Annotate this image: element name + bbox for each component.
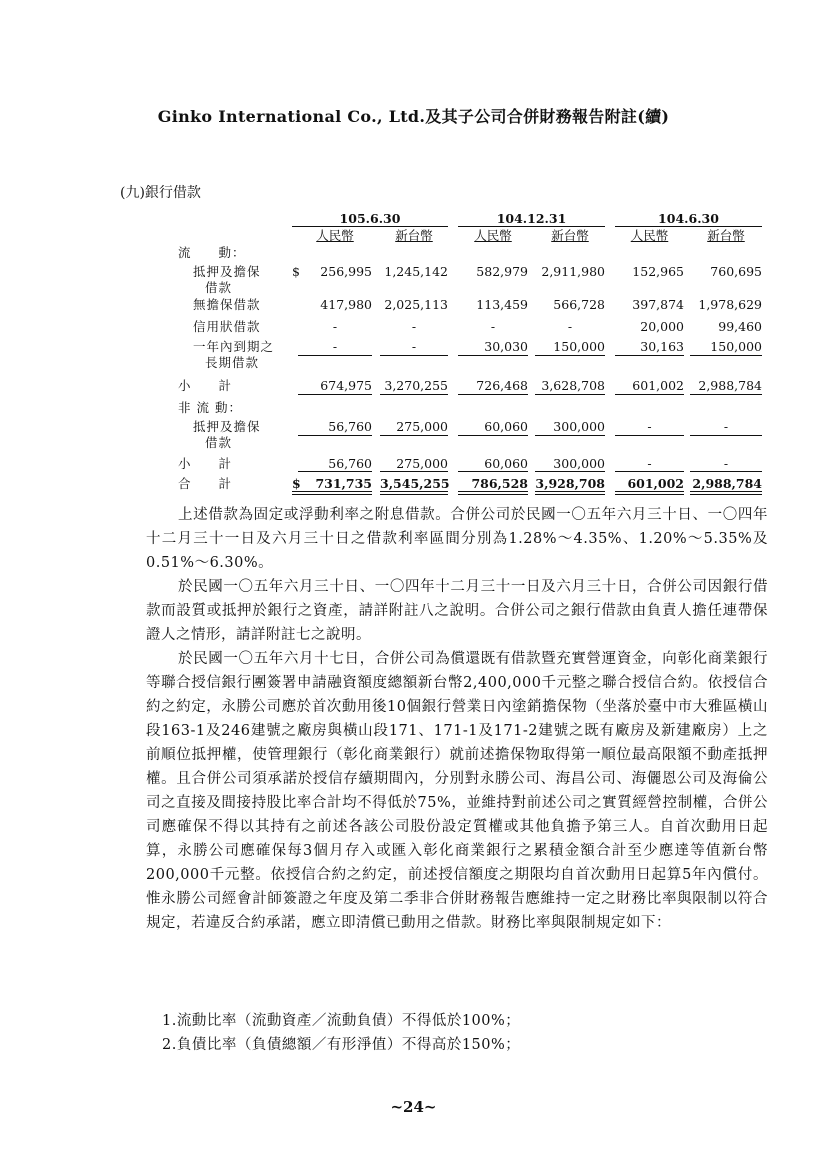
- row-label-continued: 借款: [205, 435, 233, 450]
- table-cell-value: 152,965: [632, 264, 684, 279]
- row-label: 一年內到期之: [193, 339, 275, 354]
- row-label-continued: 長期借款: [205, 355, 260, 370]
- table-cell-value: 150,000: [553, 339, 605, 354]
- table-cell-value: 256,995: [320, 264, 372, 279]
- row-underline: [690, 435, 762, 436]
- table-cell-value: 150,000: [710, 339, 762, 354]
- period-underline: [292, 226, 448, 227]
- row-underline: [458, 435, 528, 436]
- table-cell-value: 56,760: [328, 456, 372, 471]
- row-underline: [380, 471, 448, 472]
- period-header: 105.6.30: [339, 211, 401, 226]
- row-underline: [535, 355, 605, 356]
- table-cell-value: 20,000: [640, 319, 684, 334]
- table-cell-value: 2,911,980: [541, 264, 605, 279]
- table-cell-value: -: [332, 319, 338, 334]
- row-underline: [690, 394, 762, 395]
- currency-header: 人民幣: [630, 228, 669, 243]
- currency-symbol: $: [292, 476, 301, 491]
- currency-symbol: $: [292, 264, 300, 279]
- total-double-underline: [458, 491, 528, 495]
- section-title: (九)銀行借款: [120, 185, 201, 201]
- currency-header: 新台幣: [551, 228, 589, 243]
- group-label-noncurrent: 非 流 動：: [178, 400, 242, 415]
- period-underline: [615, 226, 762, 227]
- row-label: 合 計: [178, 476, 233, 491]
- table-cell-value: 99,460: [718, 319, 762, 334]
- row-label: 小 計: [178, 378, 233, 393]
- table-cell-value: 760,695: [710, 264, 762, 279]
- table-cell-value: 3,628,708: [541, 378, 605, 393]
- table-cell-value: -: [723, 419, 729, 434]
- table-cell-value: 2,988,784: [692, 476, 762, 491]
- total-double-underline: [615, 491, 684, 495]
- row-underline: [298, 435, 372, 436]
- row-underline: [458, 355, 528, 356]
- table-cell-value: 30,030: [484, 339, 528, 354]
- ratio-item-2: 2.負債比率（負債總額／有形淨值）不得高於150%；: [162, 1037, 521, 1053]
- row-underline: [380, 355, 448, 356]
- period-header: 104.12.31: [496, 211, 567, 226]
- table-cell-value: 1,978,629: [698, 297, 762, 312]
- total-double-underline: [690, 491, 762, 495]
- paragraph-pledged-assets: 於民國一〇五年六月三十日、一〇四年十二月三十一日及六月三十日，合併公司因銀行借款而設質或抵押於銀行之資產，請詳附註八之說明。合併公司之銀行借款由負責人擔任連帶保證人之情形，請詳附註七之說明。: [146, 579, 768, 643]
- table-cell-value: 726,468: [476, 378, 528, 393]
- table-cell-value: 417,980: [320, 297, 372, 312]
- row-label-continued: 借款: [205, 280, 233, 295]
- table-cell-value: 786,528: [471, 476, 528, 491]
- table-cell-value: 3,928,708: [535, 476, 605, 491]
- table-cell-value: 275,000: [396, 456, 448, 471]
- table-cell-value: -: [647, 456, 652, 471]
- table-cell-value: 601,002: [632, 378, 684, 393]
- row-label: 無擔保借款: [193, 297, 261, 312]
- row-underline: [298, 471, 372, 472]
- table-cell-value: 2,988,784: [698, 378, 762, 393]
- period-underline: [458, 226, 605, 227]
- row-underline: [535, 394, 605, 395]
- table-cell-value: 300,000: [553, 419, 605, 434]
- row-underline: [458, 471, 528, 472]
- row-underline: [380, 394, 448, 395]
- group-label-current: 流 動：: [178, 245, 246, 260]
- table-cell-value: 674,975: [320, 378, 372, 393]
- ratio-item-1: 1.流動比率（流動資產／流動負債）不得低於100%；: [162, 1013, 521, 1029]
- row-label: 抵押及擔保: [193, 264, 261, 279]
- row-underline: [535, 471, 605, 472]
- currency-header: 人民幣: [474, 228, 512, 243]
- row-underline: [615, 471, 684, 472]
- total-double-underline: [292, 491, 372, 495]
- table-cell-value: -: [490, 319, 496, 334]
- table-cell-value: 60,060: [484, 456, 528, 471]
- paragraph-interest-rates: 上述借款為固定或浮動利率之附息借款。合併公司於民國一〇五年六月三十日、一〇四年十二月三十一日及六月三十日之借款利率區間分別為1.28%～4.35%、1.20%～5.35%及0.51%～6.30%。: [146, 507, 768, 571]
- row-underline: [380, 435, 448, 436]
- row-underline: [535, 435, 605, 436]
- page-number: ~24~: [390, 1098, 437, 1116]
- table-cell-value: 731,735: [315, 476, 372, 491]
- table-cell-value: 582,979: [476, 264, 528, 279]
- table-cell-value: -: [723, 456, 729, 471]
- table-cell-value: -: [332, 339, 338, 354]
- table-cell-value: 397,874: [632, 297, 684, 312]
- currency-header: 新台幣: [395, 228, 433, 243]
- table-cell-value: 601,002: [627, 476, 684, 491]
- row-label: 信用狀借款: [193, 319, 261, 334]
- table-cell-value: 113,459: [476, 297, 528, 312]
- table-cell-value: 60,060: [484, 419, 528, 434]
- table-cell-value: -: [567, 319, 573, 334]
- row-underline: [690, 471, 762, 472]
- table-cell-value: 566,728: [553, 297, 605, 312]
- table-cell-value: -: [411, 319, 417, 334]
- row-underline: [615, 355, 684, 356]
- table-cell-value: 3,270,255: [384, 378, 448, 393]
- total-double-underline: [535, 491, 605, 495]
- row-underline: [298, 355, 372, 356]
- row-underline: [690, 355, 762, 356]
- table-cell-value: 275,000: [396, 419, 448, 434]
- period-header: 104.6.30: [658, 211, 719, 226]
- row-label: 抵押及擔保: [193, 419, 261, 434]
- row-label: 小 計: [178, 456, 233, 471]
- total-double-underline: [380, 491, 448, 495]
- table-cell-value: -: [411, 339, 417, 354]
- table-cell-value: 3,545,255: [380, 476, 450, 491]
- table-cell-value: 56,760: [328, 419, 372, 434]
- table-cell-value: 30,163: [640, 339, 684, 354]
- table-cell-value: -: [647, 419, 652, 434]
- table-cell-value: 1,245,142: [384, 264, 448, 279]
- currency-header: 新台幣: [707, 228, 745, 243]
- row-underline: [615, 435, 684, 436]
- table-cell-value: 300,000: [553, 456, 605, 471]
- currency-header: 人民幣: [316, 228, 354, 243]
- row-underline: [458, 394, 528, 395]
- table-cell-value: 2,025,113: [384, 297, 448, 312]
- row-underline: [298, 394, 372, 395]
- paragraph-syndicated-loan: 於民國一〇五年六月十七日，合併公司為償還既有借款暨充實營運資金，向彰化商業銀行等聯合授信銀行團簽署申請融資額度總額新台幣2,400,000千元整之聯合授信合約。依授信合約之約定，永勝公司應於首次動用後10個銀行營業日內塗銷擔保物（坐落於臺中市大雅區橫山段163-1及246建號之廠房與橫山段171、171-1及171-2建號之既有廠房及新建廠房）上之前順位抵押權，使管理銀行（彰化商業銀行）就前述擔保物取得第一順位最高限額不動產抵押權。且合併公司須承諾於授信存續期間內，分別對永勝公司、海昌公司、海儷恩公司及海倫公司之直接及間接持股比率合計均不得低於75%，並維持對前述公司之實質經營控制權，合併公司應確保不得以其持有之前述各該公司股份設定質權或其他負擔予第三人。自首次動用日起算，永勝公司應確保每3個月存入或匯入彰化商業銀行之累積金額合計至少應達等值新台幣200,000千元整。依授信合約之約定，前述授信額度之期限均自首次動用日起算5年內償付。惟永勝公司經會計師簽證之年度及第二季非合併財務報告應維持一定之財務比率與限制以符合規定，若違反合約承諾，應立即清償已動用之借款。財務比率與限制規定如下：: [146, 651, 768, 931]
- row-underline: [615, 394, 684, 395]
- page-title: Ginko International Co., Ltd.及其子公司合併財務報告附註(續): [157, 107, 670, 126]
